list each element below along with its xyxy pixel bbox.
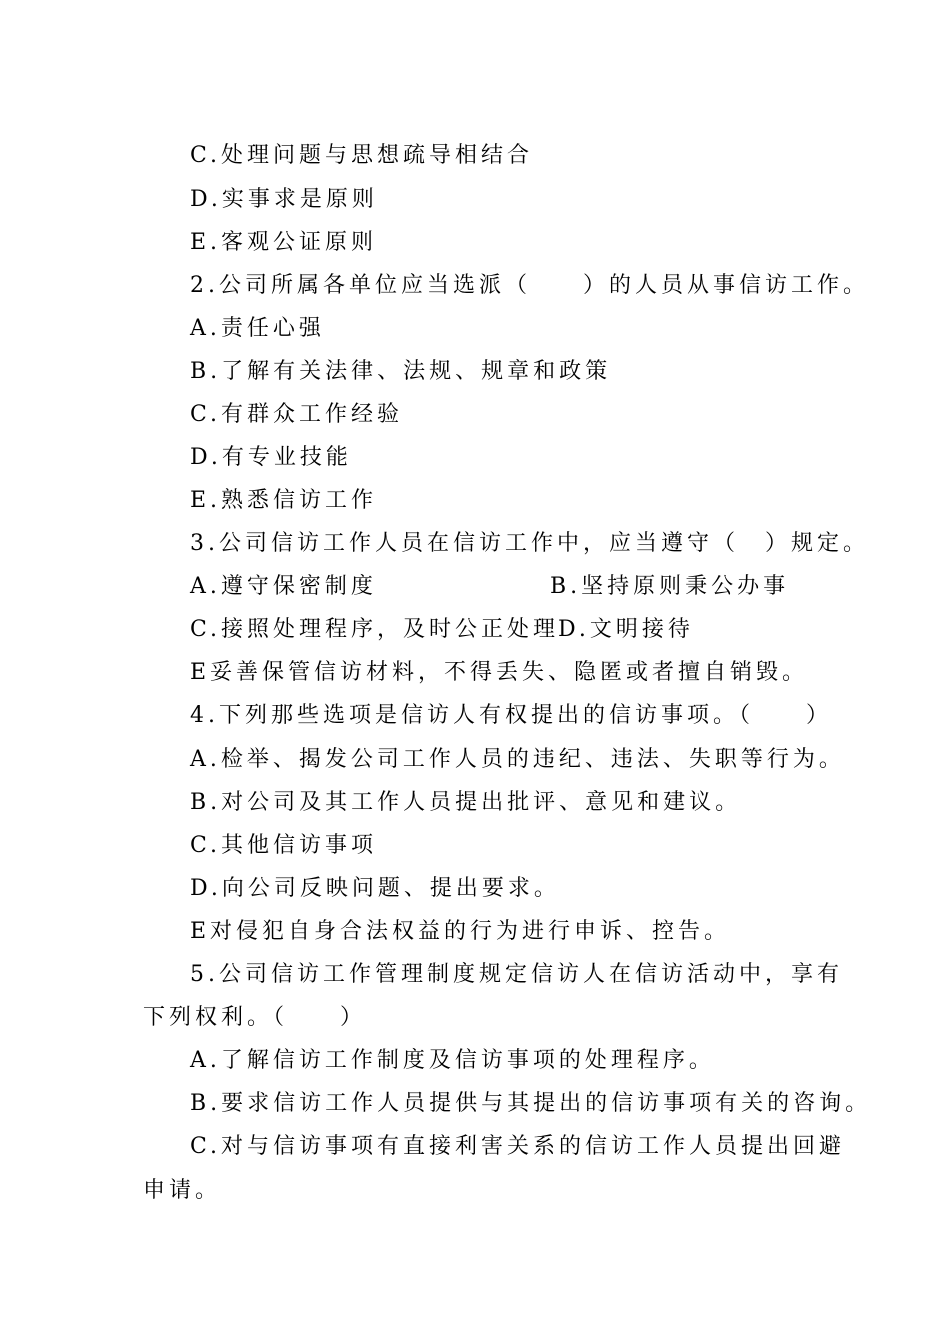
- question-4: 4.下列那些选项是信访人有权提出的信访事项。（ ）: [190, 703, 832, 728]
- option-4b: B.对公司及其工作人员提出批评、意见和建议。: [190, 790, 742, 815]
- question-5: 5.公司信访工作管理制度规定信访人在信访活动中，享有: [190, 962, 843, 987]
- option-q3-a: A.遵守保密制度: [190, 574, 377, 599]
- option-4d: D.向公司反映问题、提出要求。: [190, 876, 560, 901]
- option-2d: D.有专业技能: [190, 445, 352, 470]
- option-q3-b: B.坚持原则秉公办事: [550, 574, 790, 599]
- option-q3-c: C.接照处理程序，及时公正处理: [190, 617, 560, 642]
- question-5-continuation: 下列权利。（ ）: [143, 1005, 367, 1030]
- question-3: 3.公司信访工作人员在信访工作中，应当遵守（ ）规定。: [190, 531, 869, 556]
- option-3e: E.客观公证原则: [190, 230, 378, 255]
- option-3d: D.实事求是原则: [190, 187, 378, 212]
- option-5c-continuation: 申请。: [143, 1178, 222, 1203]
- option-4c: C.其他信访事项: [190, 833, 378, 858]
- option-4e: E对侵犯自身合法权益的行为进行申诉、控告。: [190, 919, 731, 944]
- option-5a: A.了解信访工作制度及信访事项的处理程序。: [190, 1048, 715, 1073]
- option-2b: B.了解有关法律、法规、规章和政策: [190, 359, 612, 384]
- option-2c: C.有群众工作经验: [190, 402, 404, 427]
- question-2: 2.公司所属各单位应当选派（ ）的人员从事信访工作。: [190, 273, 869, 298]
- option-q3-e: E妥善保管信访材料，不得丢失、隐匿或者擅自销毁。: [190, 660, 809, 685]
- option-5c: C.对与信访事项有直接利害关系的信访工作人员提出回避: [190, 1134, 846, 1159]
- option-4a: A.检举、揭发公司工作人员的违纪、违法、失职等行为。: [190, 747, 845, 772]
- option-2a: A.责任心强: [190, 316, 325, 341]
- option-3c: C.处理问题与思想疏导相结合: [190, 143, 534, 168]
- option-q3-d: D.文明接待: [558, 617, 694, 642]
- option-5b: B.要求信访工作人员提供与其提出的信访事项有关的咨询。: [190, 1091, 872, 1116]
- option-2e: E.熟悉信访工作: [190, 488, 378, 513]
